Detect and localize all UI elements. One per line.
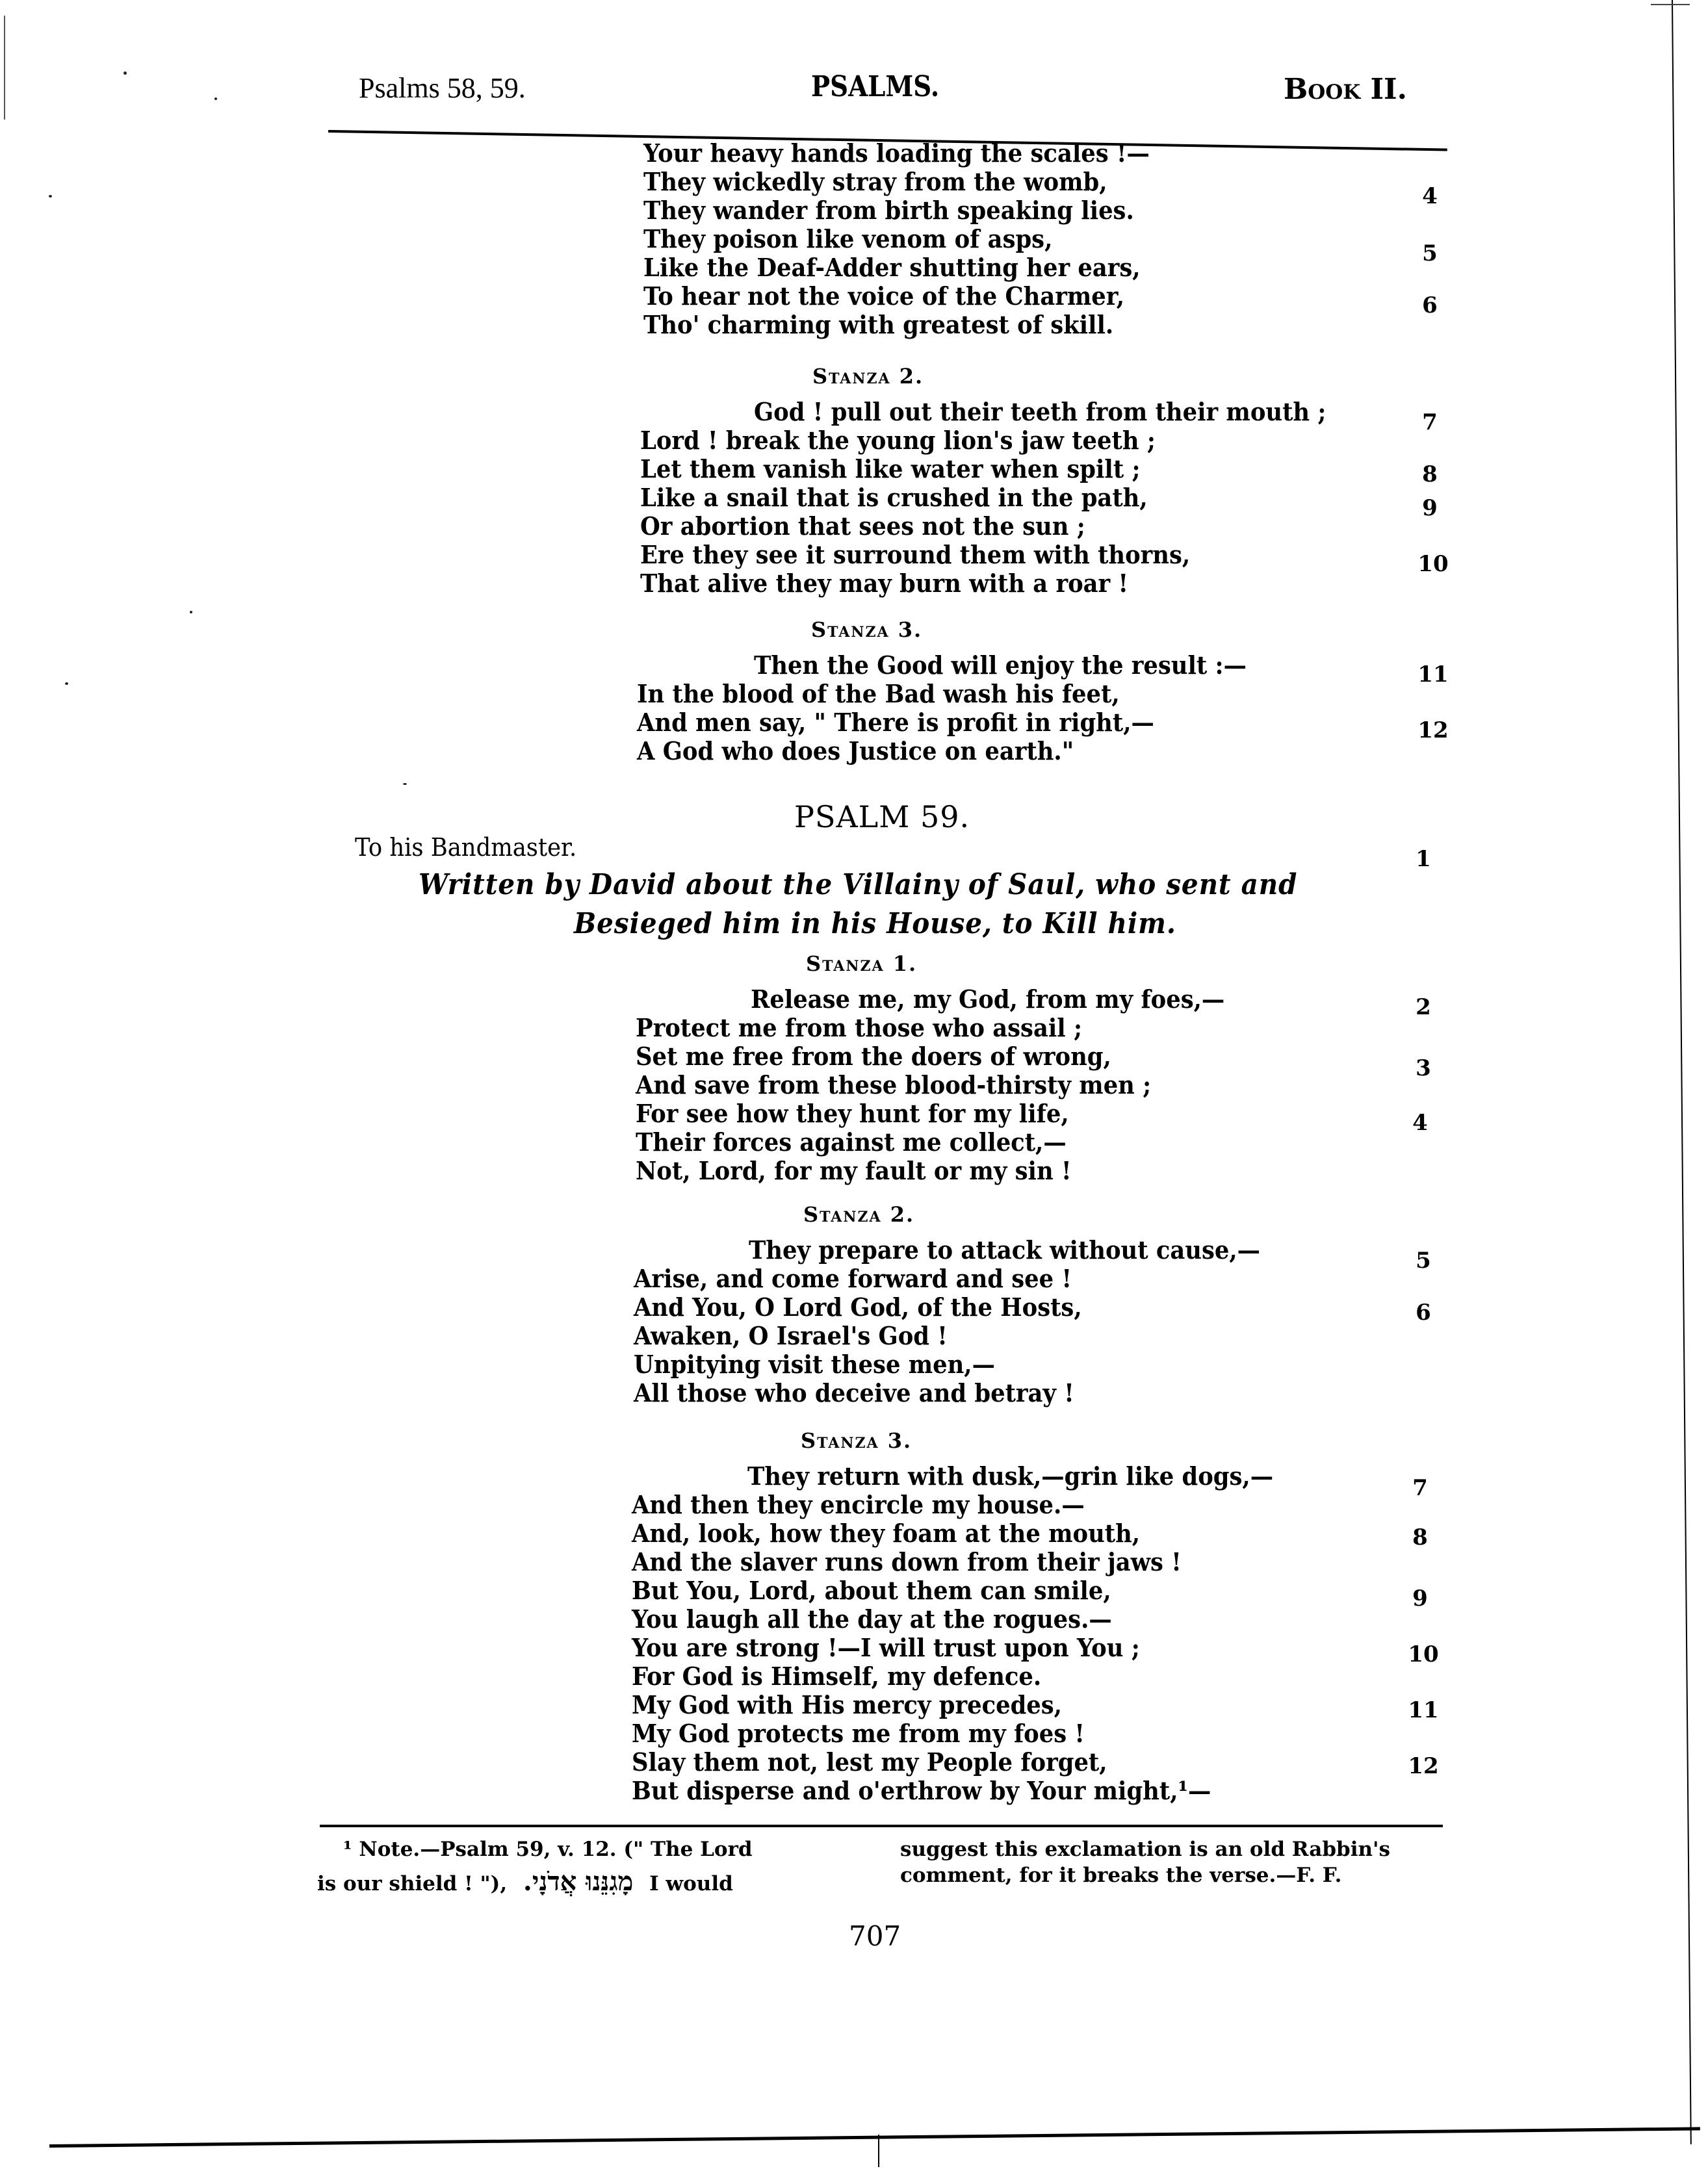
footnote-col2-line2: comment, for it breaks the verse.—F. F. bbox=[900, 1864, 1342, 1887]
verse-line: They prepare to attack without cause,— bbox=[749, 1235, 1260, 1265]
verse-line: They poison like venom of asps, bbox=[643, 224, 1053, 253]
left-scan-edge bbox=[4, 16, 5, 120]
verse-line: And men say, " There is profit in right,— bbox=[637, 708, 1154, 737]
right-scan-edge bbox=[1672, 0, 1692, 2144]
stanza-heading: Stanza 2. bbox=[812, 364, 924, 389]
bottom-tick bbox=[878, 2135, 879, 2167]
verse-line: My God with His mercy precedes, bbox=[632, 1690, 1062, 1719]
running-header-left: Psalms 58, 59. bbox=[359, 72, 526, 104]
verse-line: Awaken, O Israel's God ! bbox=[634, 1321, 948, 1350]
verse-line: And save from these blood-thirsty men ; bbox=[636, 1070, 1152, 1099]
stanza-heading: Stanza 3. bbox=[801, 1428, 912, 1453]
verse-line: Arise, and come forward and see ! bbox=[634, 1264, 1072, 1293]
dedication: To his Bandmaster. bbox=[355, 833, 577, 862]
verse-number: 9 bbox=[1412, 1586, 1428, 1612]
verse-number: 11 bbox=[1408, 1697, 1439, 1723]
verse-line: Like a snail that is crushed in the path, bbox=[640, 483, 1148, 512]
verse-number: 2 bbox=[1416, 994, 1431, 1020]
verse-line: Slay them not, lest my People forget, bbox=[632, 1747, 1107, 1777]
scan-speck bbox=[65, 682, 68, 685]
verse-line: Then the Good will enjoy the result :— bbox=[754, 650, 1247, 680]
verse-line: You are strong !—I will trust upon You ; bbox=[632, 1633, 1140, 1662]
verse-line: But You, Lord, about them can smile, bbox=[632, 1576, 1111, 1605]
verse-number: 4 bbox=[1422, 183, 1438, 209]
verse-number: 8 bbox=[1412, 1524, 1428, 1550]
psalm-title: PSALM 59. bbox=[794, 799, 970, 834]
stanza-heading: Stanza 2. bbox=[803, 1202, 915, 1227]
verse-line: And You, O Lord God, of the Hosts, bbox=[634, 1292, 1082, 1322]
footnote-col1-line1: ¹ Note.—Psalm 59, v. 12. (" The Lord bbox=[343, 1838, 753, 1861]
verse-line: And the slaver runs down from their jaws ! bbox=[632, 1547, 1182, 1576]
verse-line: Like the Deaf-Adder shutting her ears, bbox=[643, 253, 1141, 282]
verse-line: You laugh all the day at the rogues.— bbox=[632, 1604, 1112, 1634]
hebrew-text: מָגִנֵּנוּ אֲדֹנָי. bbox=[523, 1866, 634, 1897]
verse-number: 4 bbox=[1412, 1110, 1428, 1136]
verse-line: But disperse and o'erthrow by Your might,¹— bbox=[632, 1776, 1211, 1805]
verse-line: They wickedly stray from the womb, bbox=[643, 167, 1107, 196]
footnote-rule bbox=[320, 1825, 1443, 1827]
verse-number: 3 bbox=[1416, 1055, 1431, 1081]
verse-line: To hear not the voice of the Charmer, bbox=[643, 281, 1125, 311]
verse-line: For God is Himself, my defence. bbox=[632, 1662, 1042, 1691]
verse-line: Unpitying visit these men,— bbox=[634, 1350, 995, 1379]
verse-line: Lord ! break the young lion's jaw teeth ; bbox=[640, 426, 1156, 455]
verse-line: In the blood of the Bad wash his feet, bbox=[637, 679, 1120, 708]
top-right-mark bbox=[1651, 4, 1690, 5]
verse-number: 1 bbox=[1416, 846, 1431, 872]
scan-speck bbox=[214, 97, 217, 100]
scan-speck bbox=[123, 71, 127, 75]
scan-speck bbox=[403, 783, 407, 785]
verse-line: Or abortion that sees not the sun ; bbox=[640, 511, 1085, 541]
verse-line: All those who deceive and betray ! bbox=[634, 1378, 1074, 1407]
scan-speck bbox=[190, 611, 192, 613]
verse-line: And, look, how they foam at the mouth, bbox=[632, 1519, 1141, 1548]
page-number: 707 bbox=[849, 1920, 901, 1952]
footnote-col1-line2 bbox=[317, 1866, 733, 1897]
verse-line: Set me free from the doers of wrong, bbox=[636, 1042, 1111, 1071]
footnote-text: I would bbox=[649, 1872, 733, 1895]
verse-number: 7 bbox=[1412, 1475, 1428, 1501]
footnote-text: is our shield ! "), bbox=[317, 1872, 508, 1895]
verse-line: And then they encircle my house.— bbox=[632, 1490, 1085, 1519]
stanza-heading: Stanza 1. bbox=[806, 951, 918, 976]
verse-number: 10 bbox=[1408, 1641, 1439, 1667]
superscription-line: Written by David about the Villainy of Saul, who sent and bbox=[419, 868, 1298, 901]
scan-speck bbox=[49, 195, 52, 198]
verse-line: For see how they hunt for my life, bbox=[636, 1099, 1069, 1128]
verse-number: 5 bbox=[1416, 1248, 1431, 1274]
verse-line: Release me, my God, from my foes,— bbox=[751, 984, 1225, 1014]
verse-number: 5 bbox=[1422, 240, 1438, 266]
running-header-title: PSALMS. bbox=[811, 70, 940, 103]
verse-number: 6 bbox=[1422, 292, 1438, 318]
verse-number: 12 bbox=[1408, 1753, 1439, 1779]
verse-number: 10 bbox=[1417, 551, 1449, 577]
footnote-col2-line1: suggest this exclamation is an old Rabbin's bbox=[900, 1838, 1390, 1861]
bottom-scan-line bbox=[49, 2127, 1700, 2148]
verse-line: Protect me from those who assail ; bbox=[636, 1013, 1083, 1042]
verse-line: Ere they see it surround them with thorns, bbox=[640, 540, 1191, 569]
verse-line: My God protects me from my foes ! bbox=[632, 1719, 1085, 1748]
verse-number: 6 bbox=[1416, 1300, 1431, 1326]
verse-line: Your heavy hands loading the scales !— bbox=[643, 138, 1150, 168]
verse-line: That alive they may burn with a roar ! bbox=[640, 569, 1128, 598]
verse-number: 9 bbox=[1422, 495, 1438, 521]
verse-line: They wander from birth speaking lies. bbox=[643, 196, 1134, 225]
running-header-right: Book II. bbox=[1284, 73, 1407, 106]
verse-number: 11 bbox=[1417, 662, 1449, 687]
stanza-heading: Stanza 3. bbox=[811, 617, 923, 642]
verse-line: Their forces against me collect,— bbox=[636, 1127, 1067, 1157]
verse-line: Tho' charming with greatest of skill. bbox=[643, 310, 1114, 339]
verse-line: They return with dusk,—grin like dogs,— bbox=[747, 1461, 1274, 1491]
verse-number: 7 bbox=[1422, 409, 1438, 435]
verse-line: Let them vanish like water when spilt ; bbox=[640, 454, 1141, 483]
verse-number: 8 bbox=[1422, 461, 1438, 487]
verse-number: 12 bbox=[1417, 717, 1449, 743]
verse-line: Not, Lord, for my fault or my sin ! bbox=[636, 1156, 1072, 1185]
verse-line: God ! pull out their teeth from their mouth ; bbox=[754, 397, 1326, 426]
superscription-line: Besieged him in his House, to Kill him. bbox=[574, 907, 1176, 940]
verse-line: A God who does Justice on earth." bbox=[637, 736, 1074, 765]
